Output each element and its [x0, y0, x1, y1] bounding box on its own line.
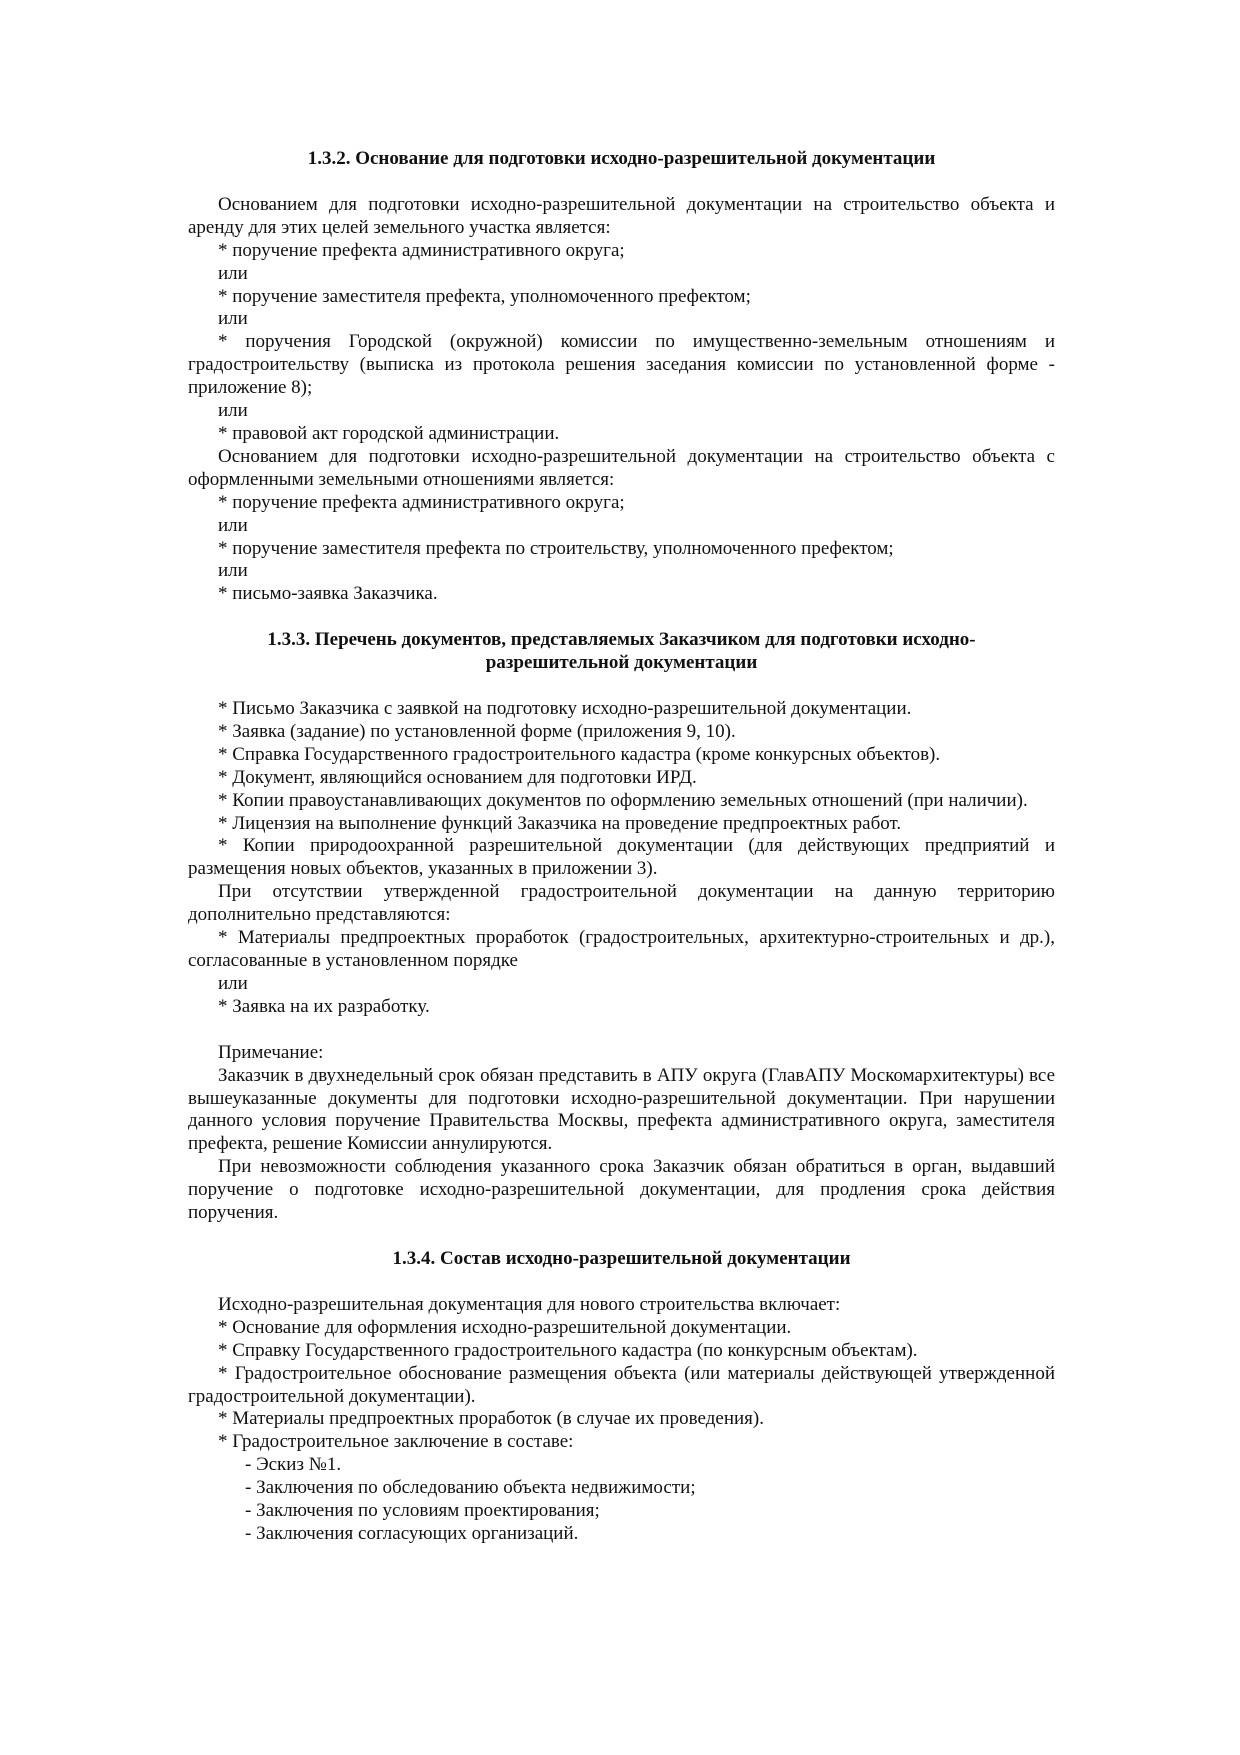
list-item: или: [218, 514, 248, 536]
list-item: * Письмо Заказчика с заявкой на подготовку исходно-разрешительной документации.: [218, 698, 912, 720]
section-heading-1-3-2: 1.3.2. Основание для подготовки исходно-разрешительной документации: [307, 148, 936, 169]
note-label: Примечание:: [218, 1041, 324, 1063]
section-heading-1-3-3: [188, 629, 1055, 675]
list-item: * Градостроительное заключение в составе:: [218, 1431, 574, 1453]
list-item: * Материалы предпроектных проработок (градостроительных, архитектурно-строительных и др.), согласованные в установленном порядке: [188, 927, 1055, 971]
list-item: * Градостроительное обоснование размещения объекта (или материалы действующей утвержденной градостроительной документации).: [188, 1362, 1055, 1407]
list-item: * поручение заместителя префекта по строительству, уполномоченного префектом;: [218, 537, 894, 559]
paragraph: При отсутствии утвержденной градостроительной документации на данную территорию дополнительно представляются:: [188, 881, 1055, 926]
sub-list-item: - Заключения по условиям проектирования;: [245, 1500, 600, 1522]
list-item: * Заявка на их разработку.: [218, 995, 430, 1017]
list-item: * Документ, являющийся основанием для подготовки ИРД.: [218, 766, 697, 788]
note-paragraph: При невозможности соблюдения указанного срока Заказчик обязан обратиться в орган, выдавший поручение о подготовке исходно-разрешительной документации, для продления срока действия поручения.: [188, 1156, 1055, 1224]
list-item: * Копии природоохранной разрешительной документации (для действующих предприятий и размещения новых объектов, указанных в приложении 3).: [188, 835, 1055, 880]
list-item: или: [218, 262, 248, 284]
section-heading-line-2: разрешительной документации: [485, 652, 758, 674]
sub-list-item: - Эскиз №1.: [245, 1454, 342, 1476]
list-item: * Справка Государственного градостроительного кадастра (кроме конкурсных объектов).: [218, 743, 941, 765]
list-item: * Основание для оформления исходно-разрешительной документации.: [218, 1316, 792, 1338]
paragraph: Основанием для подготовки исходно-разрешительной документации на строительство объекта и аренду для этих целей земельного участка является:: [188, 193, 1055, 238]
list-item: * поручение префекта административного округа;: [218, 239, 625, 261]
list-item: * поручение префекта административного округа;: [218, 491, 625, 513]
list-item: или: [218, 400, 248, 422]
paragraph: Исходно-разрешительная документация для нового строительства включает:: [218, 1293, 841, 1315]
list-item: * Материалы предпроектных проработок (в случае их проведения).: [218, 1408, 764, 1430]
list-item: или: [218, 972, 248, 994]
list-item: или: [218, 308, 248, 330]
list-item: * поручение заместителя префекта, уполномоченного префектом;: [218, 285, 751, 307]
list-item: или: [218, 560, 248, 582]
list-item: * правовой акт городской администрации.: [218, 422, 560, 444]
list-item: * поручения Городской (окружной) комиссии по имущественно-земельным отношениям и градостроительству (выписка из протокола решения заседания комиссии по установленной форме - приложение 8);: [188, 331, 1055, 399]
list-item: * Справку Государственного градостроительного кадастра (по конкурсным объектам).: [218, 1339, 918, 1361]
list-item: * Заявка (задание) по установленной форме (приложения 9, 10).: [218, 720, 736, 742]
section-heading-1-3-4: 1.3.4. Состав исходно-разрешительной документации: [392, 1247, 851, 1269]
sub-list-item: - Заключения по обследованию объекта недвижимости;: [245, 1477, 696, 1499]
section-heading-line-1: 1.3.3. Перечень документов, представляемых Заказчиком для подготовки исходно-: [267, 629, 976, 651]
sub-list-item: - Заключения согласующих организаций.: [245, 1522, 579, 1544]
note-paragraph: Заказчик в двухнедельный срок обязан представить в АПУ округа (ГлавАПУ Москомархитектуры) все вышеуказанные документы для подготовки исходно-разрешительной документации. При нарушении данного условия поручение Правительства Москвы, префекта административного округа, заместителя префекта, решение Комиссии аннулируются.: [188, 1064, 1055, 1155]
list-item: * письмо-заявка Заказчика.: [218, 583, 438, 605]
list-item: * Копии правоустанавливающих документов по оформлению земельных отношений (при наличии).: [218, 789, 1028, 811]
list-item: * Лицензия на выполнение функций Заказчика на проведение предпроектных работ.: [218, 812, 902, 834]
paragraph: Основанием для подготовки исходно-разрешительной документации на строительство объекта с оформленными земельными отношениями является:: [188, 445, 1055, 490]
